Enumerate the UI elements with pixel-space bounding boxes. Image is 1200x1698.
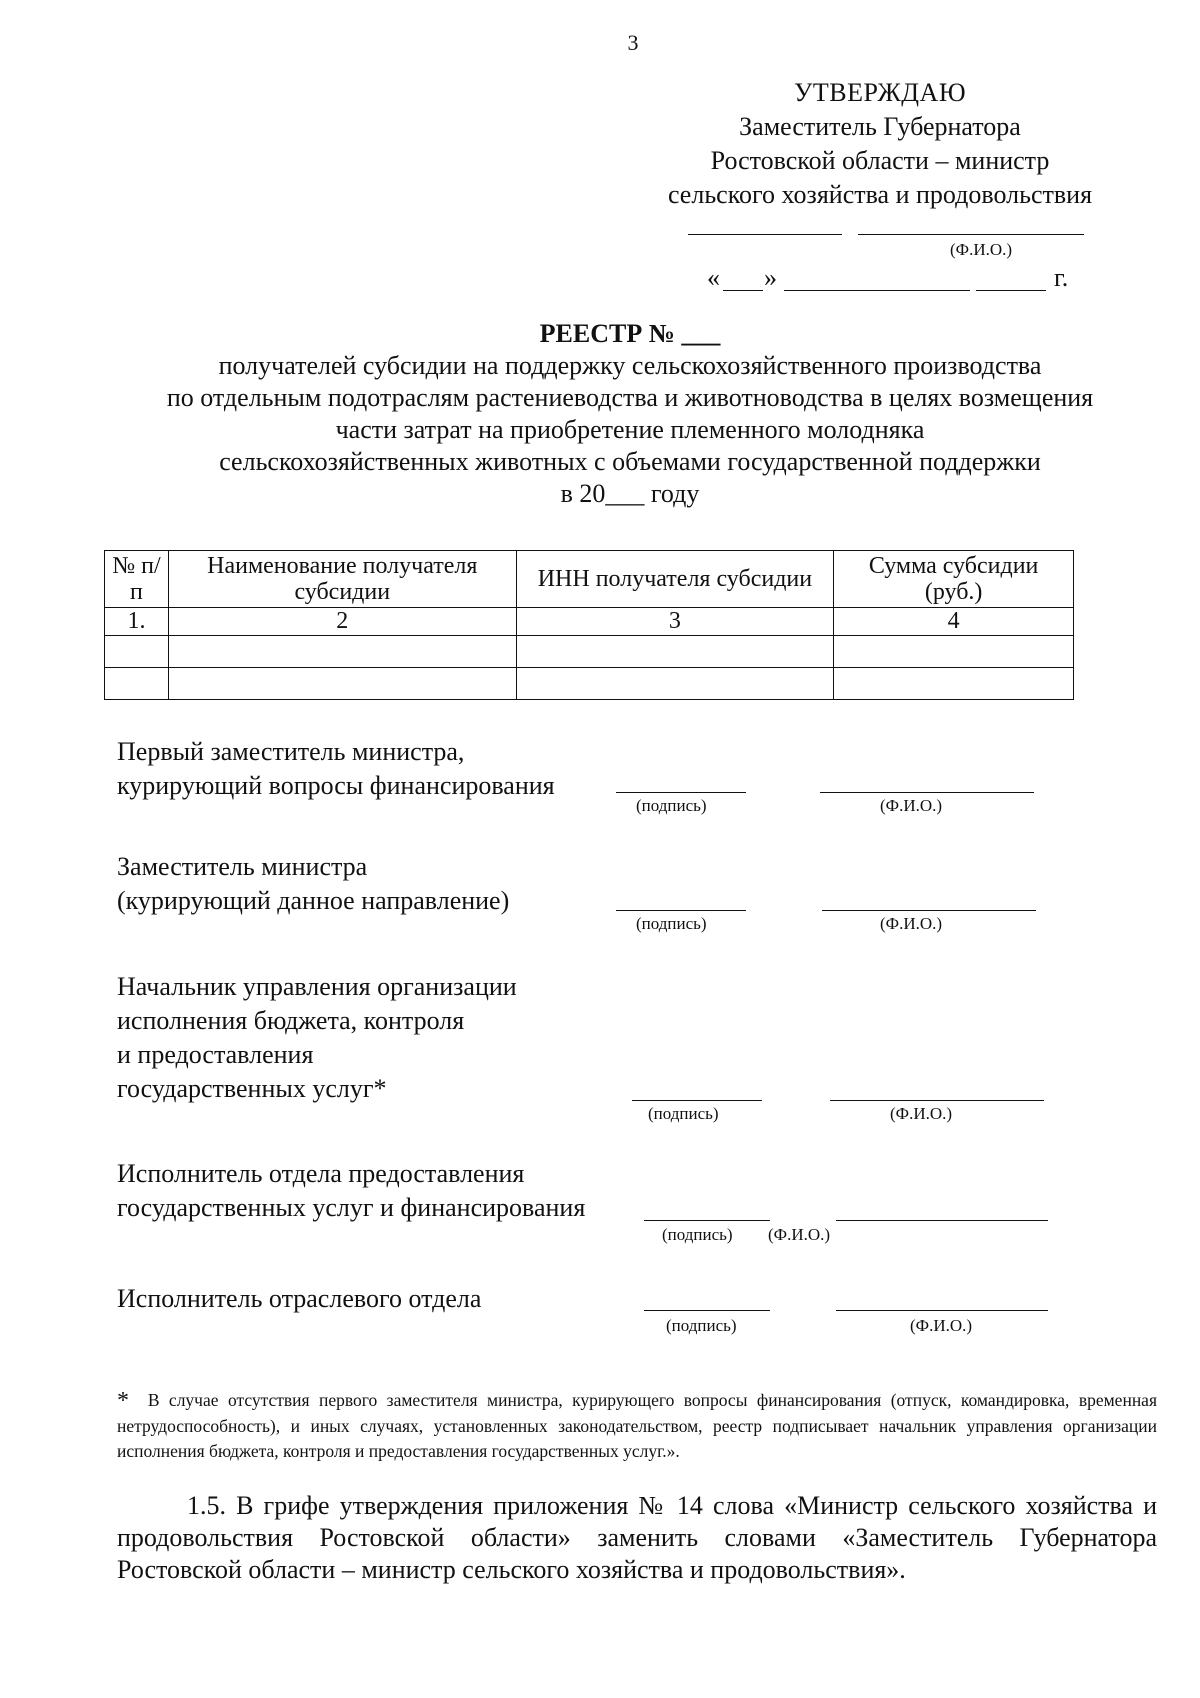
table-cell[interactable]	[168, 668, 516, 700]
executor-line2: государственных услуг и финансирования	[117, 1193, 586, 1222]
table-cell[interactable]	[105, 668, 169, 700]
branch-executor-label: Исполнитель отраслевого отдела	[117, 1284, 482, 1313]
table-cell[interactable]	[168, 636, 516, 668]
first-deputy-line1: Первый заместитель министра,	[117, 737, 465, 766]
executor-fio-line[interactable]	[836, 1220, 1048, 1221]
first-deputy-label	[117, 735, 555, 803]
registry-title-block	[100, 318, 1160, 510]
head-fio-caption: (Ф.И.О.)	[890, 1104, 953, 1123]
footnote-text: В случае отсутствия первого заместителя министра, курирующего вопросы финансирования (отпуск, командировка, временная нетрудоспособность), и иных случаях, установленных законодательством, реестр подписывает начальник управления организации исполнения бюджета, контроля и предоставления государственных услуг.».	[117, 1390, 1158, 1461]
column-header-amount: Сумма субсидии (руб.)	[834, 551, 1074, 608]
approval-year-line	[976, 290, 1046, 291]
table-row	[105, 636, 1074, 668]
column-header-number: № п/п	[105, 551, 169, 608]
approval-year-suffix: г.	[1054, 263, 1069, 292]
table-cell[interactable]	[834, 636, 1074, 668]
table-cell: 3	[516, 608, 834, 636]
approval-fio-caption: (Ф.И.О.)	[950, 240, 1013, 259]
first-deputy-signature-line[interactable]	[616, 792, 746, 793]
registry-title-line5: в 20___ году	[560, 479, 700, 508]
table-row	[105, 608, 1074, 636]
approval-signature-line	[688, 234, 842, 235]
paragraph-1-5: 1.5. В грифе утверждения приложения № 14 слова «Министр сельского хозяйства и продовольствия Ростовской области» заменить словами «Заместитель Губернатора Ростовской области – министр сельского хозяйства и продовольствия».	[117, 1491, 1157, 1584]
deputy-line1: Заместитель министра	[117, 852, 368, 881]
executor-signature-line[interactable]	[644, 1220, 770, 1221]
approval-day-line	[723, 290, 763, 291]
head-signature-line[interactable]	[632, 1100, 762, 1101]
executor-line1: Исполнитель отдела предоставления	[117, 1159, 525, 1188]
first-deputy-line2: курирующий вопросы финансирования	[117, 771, 555, 800]
branch-executor-signature-caption: (подпись)	[666, 1316, 737, 1335]
head-signature-caption: (подпись)	[648, 1104, 719, 1123]
table-cell: 2	[168, 608, 516, 636]
approval-date-close-quote: »	[764, 263, 777, 292]
deputy-label	[117, 850, 509, 918]
first-deputy-fio-caption: (Ф.И.О.)	[880, 796, 943, 815]
approval-month-line	[784, 290, 970, 291]
table-cell[interactable]	[834, 668, 1074, 700]
deputy-signature-caption: (подпись)	[636, 914, 707, 933]
footnote-star: *	[117, 1388, 129, 1414]
registry-title-line2: по отдельным подотраслям растениеводства и животноводства в целях возмещения	[166, 383, 1094, 412]
table-header-row	[105, 551, 1074, 608]
head-fio-line[interactable]	[830, 1100, 1044, 1101]
registry-title-line4: сельскохозяйственных животных с объемами государственной поддержки	[219, 447, 1041, 476]
approval-title: УТВЕРЖДАЮ	[793, 78, 967, 107]
head-line1: Начальник управления организации	[117, 972, 517, 1001]
table-cell: 4	[834, 608, 1074, 636]
first-deputy-fio-line[interactable]	[820, 792, 1034, 793]
executor-label	[117, 1157, 585, 1225]
deputy-fio-caption: (Ф.И.О.)	[880, 914, 943, 933]
approval-fio-line	[858, 234, 1084, 235]
registry-heading: РЕЕСТР № ___	[539, 319, 721, 348]
approval-position-line3: сельского хозяйства и продовольствия	[667, 180, 1093, 209]
column-header-inn: ИНН получателя субсидии	[516, 551, 834, 608]
approval-position-line2: Ростовской области – министр	[710, 146, 1050, 175]
page-number: 3	[627, 30, 639, 55]
table-cell[interactable]	[516, 636, 834, 668]
table-cell[interactable]	[105, 636, 169, 668]
registry-table	[104, 550, 1074, 700]
executor-fio-caption: (Ф.И.О.)	[768, 1225, 831, 1244]
branch-executor-fio-caption: (Ф.И.О.)	[910, 1316, 973, 1335]
table-cell[interactable]	[516, 668, 834, 700]
deputy-signature-line[interactable]	[616, 910, 746, 911]
executor-signature-caption: (подпись)	[662, 1225, 733, 1244]
approval-block	[640, 76, 1120, 212]
branch-executor-fio-line[interactable]	[836, 1310, 1048, 1311]
deputy-fio-line[interactable]	[822, 910, 1036, 911]
registry-title-line1: получателей субсидии на поддержку сельскохозяйственного производства	[218, 351, 1042, 380]
table-row	[105, 668, 1074, 700]
branch-executor-signature-line[interactable]	[644, 1310, 770, 1311]
approval-position-line1: Заместитель Губернатора	[739, 112, 1021, 141]
footnote	[117, 1388, 1157, 1464]
head-label	[117, 970, 517, 1106]
head-line3: и предоставления	[117, 1040, 314, 1069]
registry-title-line3: части затрат на приобретение племенного молодняка	[335, 415, 925, 444]
first-deputy-signature-caption: (подпись)	[636, 796, 707, 815]
approval-date-open-quote: «	[707, 263, 720, 292]
head-line2: исполнения бюджета, контроля	[117, 1006, 465, 1035]
column-header-name: Наименование получателя субсидии	[168, 551, 516, 608]
table-cell: 1.	[105, 608, 169, 636]
head-line4: государственных услуг*	[117, 1074, 387, 1103]
deputy-line2: (курирующий данное направление)	[117, 886, 510, 915]
